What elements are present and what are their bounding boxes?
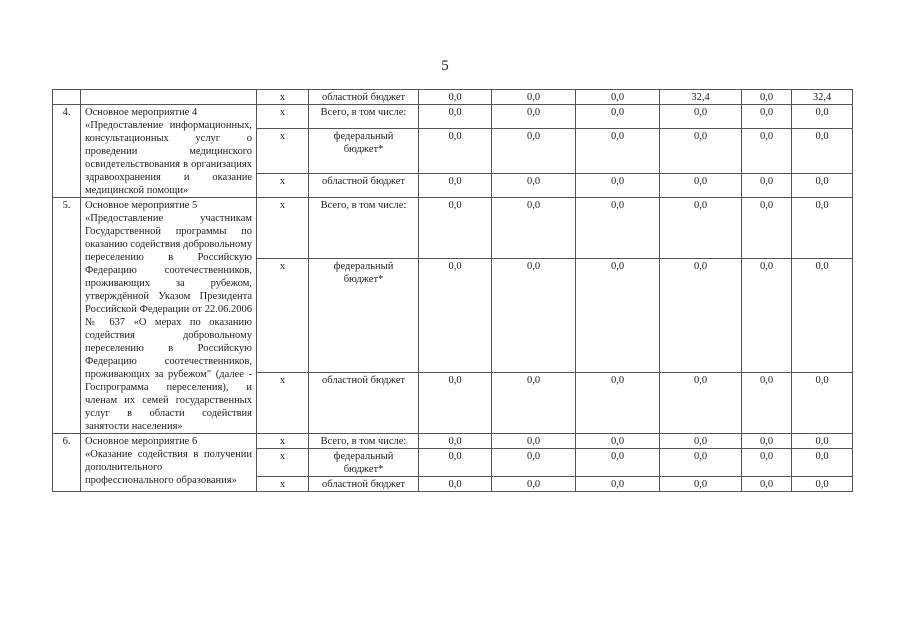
value-cell: 0,0 [576,372,660,433]
value-cell: 0,0 [576,105,660,129]
x-cell: x [257,259,309,373]
value-cell: 0,0 [792,372,853,433]
value-cell: 0,0 [419,198,492,259]
value-cell: 0,0 [419,434,492,449]
funding-source-cell: федеральный бюджет* [309,259,419,373]
value-cell: 0,0 [792,434,853,449]
value-cell: 0,0 [742,477,792,492]
value-cell: 0,0 [660,434,742,449]
measure-title: Основное мероприятие 6 [85,436,198,447]
measure-title: Основное мероприятие 5 [85,200,198,211]
x-cell: x [257,173,309,197]
funding-source-cell: Всего, в том числе: [309,198,419,259]
measure-name-cell [81,198,257,434]
funding-source-cell: областной бюджет [309,90,419,105]
value-cell: 0,0 [492,477,576,492]
value-cell: 0,0 [742,259,792,373]
value-cell: 0,0 [576,434,660,449]
funding-source-cell: областной бюджет [309,173,419,197]
value-cell: 0,0 [419,90,492,105]
value-cell: 0,0 [419,477,492,492]
funding-source-cell: Всего, в том числе: [309,105,419,129]
value-cell: 0,0 [419,105,492,129]
x-cell: x [257,372,309,433]
measure-name-cell [81,90,257,105]
measure-title: Основное мероприятие 4 [85,107,198,118]
value-cell: 0,0 [492,434,576,449]
value-cell: 0,0 [492,173,576,197]
value-cell: 0,0 [576,477,660,492]
value-cell: 0,0 [492,105,576,129]
table-row [53,90,853,105]
value-cell: 0,0 [419,259,492,373]
value-cell: 0,0 [576,129,660,174]
funding-source-cell: федеральный бюджет* [309,129,419,174]
value-cell: 0,0 [492,372,576,433]
value-cell: 0,0 [792,129,853,174]
x-cell: x [257,477,309,492]
measure-name-cell [81,105,257,198]
value-cell: 0,0 [492,259,576,373]
measure-description: «Предоставление информационных, консультационных услуг о проведении медицинского освидетельствования в организациях здравоохранения и оказание медицинской помощи» [85,120,252,196]
value-cell: 0,0 [792,105,853,129]
program-funding-table [52,89,853,492]
value-cell: 0,0 [419,372,492,433]
value-cell: 0,0 [792,198,853,259]
value-cell: 0,0 [742,372,792,433]
value-cell: 0,0 [660,259,742,373]
value-cell: 0,0 [576,198,660,259]
value-cell: 32,4 [660,90,742,105]
x-cell: x [257,449,309,477]
value-cell: 0,0 [742,449,792,477]
value-cell: 0,0 [792,449,853,477]
measure-number-cell: 6. [53,434,81,492]
value-cell: 0,0 [576,173,660,197]
value-cell: 0,0 [576,259,660,373]
value-cell: 0,0 [660,105,742,129]
value-cell: 0,0 [419,449,492,477]
value-cell: 0,0 [742,105,792,129]
x-cell: x [257,105,309,129]
value-cell: 0,0 [660,477,742,492]
value-cell: 0,0 [492,129,576,174]
table-row [53,198,853,259]
value-cell: 0,0 [419,173,492,197]
measure-name-cell [81,434,257,492]
value-cell: 0,0 [742,198,792,259]
value-cell: 0,0 [660,173,742,197]
measure-number-cell [53,90,81,105]
value-cell: 0,0 [660,129,742,174]
table-row [53,105,853,129]
value-cell: 0,0 [660,198,742,259]
table-row [53,434,853,449]
funding-source-cell: федеральный бюджет* [309,449,419,477]
value-cell: 0,0 [792,477,853,492]
value-cell: 0,0 [742,173,792,197]
value-cell: 0,0 [660,449,742,477]
value-cell: 0,0 [576,90,660,105]
x-cell: x [257,90,309,105]
value-cell: 0,0 [576,449,660,477]
value-cell: 0,0 [492,198,576,259]
value-cell: 0,0 [742,129,792,174]
value-cell: 32,4 [792,90,853,105]
value-cell: 0,0 [492,90,576,105]
value-cell: 0,0 [660,372,742,433]
value-cell: 0,0 [492,449,576,477]
value-cell: 0,0 [419,129,492,174]
page-number: 5 [441,58,449,74]
value-cell: 0,0 [792,259,853,373]
measure-description: «Оказание содействия в получении дополнительного профессионального образования» [85,449,252,486]
funding-source-cell: Всего, в том числе: [309,434,419,449]
funding-source-cell: областной бюджет [309,477,419,492]
x-cell: x [257,434,309,449]
measure-number-cell: 4. [53,105,81,198]
funding-source-cell: областной бюджет [309,372,419,433]
value-cell: 0,0 [742,90,792,105]
value-cell: 0,0 [742,434,792,449]
x-cell: x [257,198,309,259]
measure-description: «Предоставление участникам Государственной программы по оказанию содействия добровольному переселению в Российскую Федерацию соотечественников, проживающих за рубежом, утверждённой Указом Президента Российской Федерации от 22.06.2006 № 637 «О мерах по оказанию содействия добровольному переселению в Российскую Федерацию соотечественников, проживающих за рубежом" (далее - Госпрограмма переселения), и членам их семей государственных услуг в области содействия занятости населения» [85,213,252,432]
measure-number-cell: 5. [53,198,81,434]
value-cell: 0,0 [792,173,853,197]
x-cell: x [257,129,309,174]
